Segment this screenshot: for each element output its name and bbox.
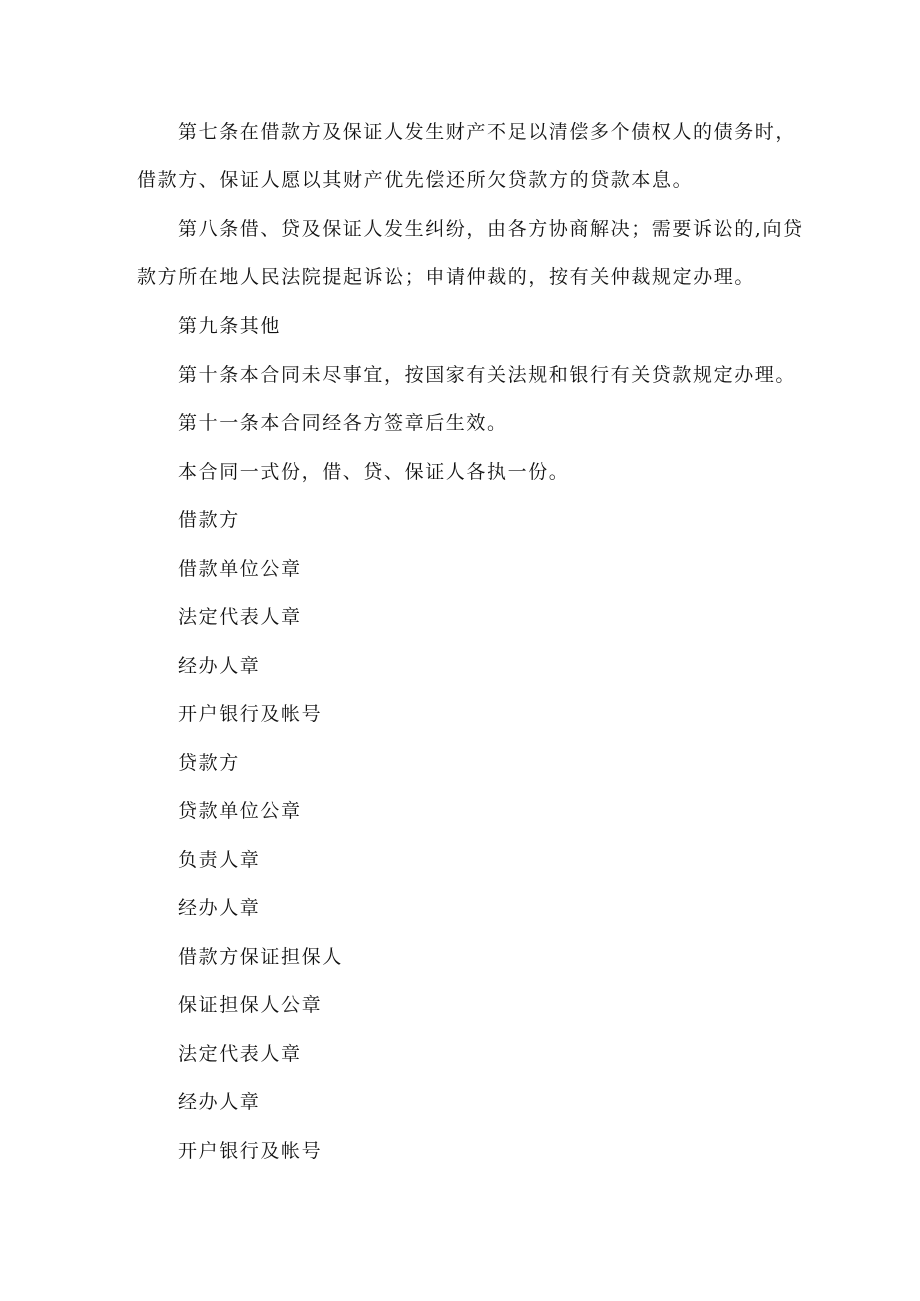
article-11: 第十一条本合同经各方签章后生效。 [178,412,508,434]
article-8 [137,205,804,301]
borrower-legal-rep-seal: 法定代表人章 [178,606,302,628]
article-7-line-1: 第七条在借款方及保证人发生财产不足以清偿多个债权人的债务时， [178,121,797,143]
article-9: 第九条其他 [178,315,282,337]
article-8-line-2: 款方所在地人民法院提起诉讼；申请仲裁的，按有关仲裁规定办理。 [137,266,756,288]
article-10: 第十条本合同未尽事宜，按国家有关法规和银行有关贷款规定办理。 [178,364,797,386]
guarantor-unit-seal: 保证担保人公章 [178,994,323,1016]
guarantor-handler-seal: 经办人章 [178,1091,261,1113]
lender-handler-seal: 经办人章 [178,897,261,919]
guarantor-bank-account: 开户银行及帐号 [178,1140,323,1162]
guarantor-title: 借款方保证担保人 [178,946,343,968]
borrower-title: 借款方 [178,509,240,531]
lender-responsible-seal: 负责人章 [178,849,261,871]
article-7-line-2: 借款方、保证人愿以其财产优先偿还所欠贷款方的贷款本息。 [137,169,694,191]
lender-unit-seal: 贷款单位公章 [178,800,302,822]
article-8-line-1: 第八条借、贷及保证人发生纠纷，由各方协商解决；需要诉讼的,向贷 [178,218,804,240]
borrower-handler-seal: 经办人章 [178,655,261,677]
borrower-bank-account: 开户银行及帐号 [178,703,323,725]
borrower-unit-seal: 借款单位公章 [178,558,302,580]
copies-clause: 本合同一式份，借、贷、保证人各执一份。 [178,461,570,483]
guarantor-legal-rep-seal: 法定代表人章 [178,1043,302,1065]
lender-title: 贷款方 [178,752,240,774]
article-7 [137,108,797,204]
